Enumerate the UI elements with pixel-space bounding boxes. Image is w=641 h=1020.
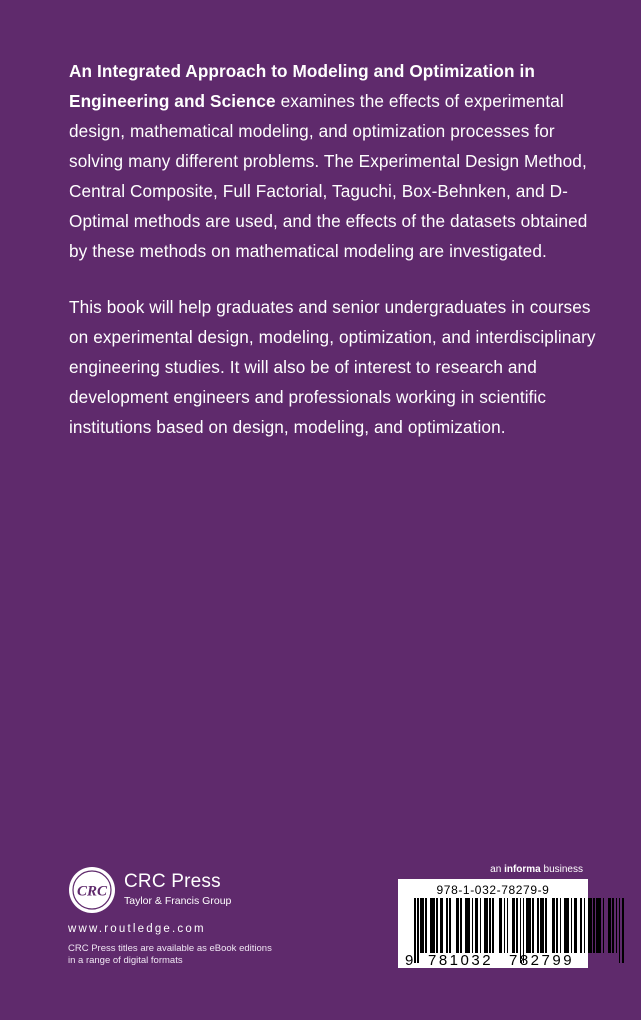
- barcode-bar: [588, 898, 591, 953]
- barcode-bar: [475, 898, 478, 953]
- barcode-bar: [532, 898, 534, 953]
- barcode-left-digits: 781032: [428, 952, 494, 969]
- ebook-note-line-2: in a range of digital formats: [68, 955, 183, 966]
- barcode-bar: [489, 898, 491, 953]
- book-title: An Integrated Approach to Modeling and Optimization in Engineering and Science: [69, 61, 535, 111]
- barcode-bar: [465, 898, 470, 953]
- blurb-paragraph-2: This book will help graduates and senior undergraduates in courses on experimental design, modeling, optimization, and interdisciplinary engineering studies. It will also be of interest to research and development engineers and professionals working in scientific institutions based on design, modeling, and optimization.: [69, 297, 596, 437]
- barcode-bar: [537, 898, 539, 953]
- barcode-bar: [472, 898, 474, 953]
- barcode-bar: [507, 898, 509, 953]
- barcode-bar: [596, 898, 601, 953]
- barcode-bar: [616, 898, 618, 953]
- ebook-note-line-1: CRC Press titles are available as eBook editions: [68, 943, 272, 954]
- barcode-bar: [593, 898, 595, 953]
- barcode-bar: [612, 898, 614, 953]
- barcode-bar: [608, 898, 611, 953]
- barcode-bar: [574, 898, 577, 953]
- barcode-bar: [449, 898, 451, 953]
- barcode-bars: [414, 898, 580, 953]
- barcode-bar: [603, 898, 605, 953]
- blurb-paragraph-1: [69, 56, 599, 266]
- barcode-bar: [504, 898, 506, 953]
- barcode-right-digits: 782799: [509, 952, 575, 969]
- barcode-bar: [556, 898, 558, 953]
- barcode-bar: [516, 898, 518, 953]
- back-cover-blurb: [69, 56, 599, 442]
- barcode-bar: [564, 898, 569, 953]
- informa-brand: informa: [504, 864, 541, 875]
- barcode-bar: [499, 898, 502, 953]
- barcode-bar: [484, 898, 487, 953]
- barcode-bar: [436, 898, 438, 953]
- barcode-bar: [456, 898, 459, 953]
- barcode-guard-bar: [622, 898, 624, 963]
- barcode-bar: [560, 898, 562, 953]
- barcode-bar: [492, 898, 494, 953]
- informa-prefix: an: [490, 864, 505, 875]
- barcode-bar: [526, 898, 531, 953]
- barcode-bar: [552, 898, 555, 953]
- publisher-names: [124, 872, 231, 908]
- isbn-barcode: [398, 879, 588, 968]
- barcode-bar: [545, 898, 547, 953]
- barcode-guard-bar: [417, 898, 419, 963]
- barcode-bar: [430, 898, 435, 953]
- publisher-group: Taylor & Francis Group: [124, 895, 232, 907]
- barcode-bar: [571, 898, 573, 953]
- barcode-bar: [440, 898, 443, 953]
- barcode-bar: [540, 898, 543, 953]
- barcode-bar: [512, 898, 515, 953]
- publisher-name: CRC Press: [124, 871, 221, 892]
- ebook-note: [68, 943, 328, 967]
- blurb-paragraph-1-body: examines the effects of experimental design, mathematical modeling, and optimization processes for solving many different problems. The Experimental Design Method, Central Composite, Full Factorial, Taguchi, Box-Behnken, and D-Optimal methods are used, and the effects of the datasets obtained by these methods on mathematical modeling are investigated.: [69, 91, 588, 261]
- barcode-bar: [446, 898, 448, 953]
- barcode-bar: [425, 898, 427, 953]
- barcode-guard-bar: [619, 898, 621, 963]
- barcode-bar: [584, 898, 586, 953]
- barcode-bar: [480, 898, 482, 953]
- crc-logo-text: CRC: [76, 883, 108, 900]
- publisher-url: www.routledge.com: [68, 923, 206, 935]
- barcode-guard-bar: [414, 898, 416, 963]
- barcode-bar: [460, 898, 462, 953]
- publisher-block: [68, 866, 328, 967]
- barcode-bar: [580, 898, 582, 953]
- publisher-logo-row: [68, 866, 328, 914]
- informa-business-tagline: [490, 864, 583, 875]
- isbn-number: 978-1-032-78279-9: [436, 883, 550, 897]
- informa-suffix: business: [540, 864, 583, 875]
- barcode-bar: [420, 898, 423, 953]
- barcode-lead-digit: 9: [405, 952, 414, 969]
- crc-logo-icon: [68, 866, 116, 914]
